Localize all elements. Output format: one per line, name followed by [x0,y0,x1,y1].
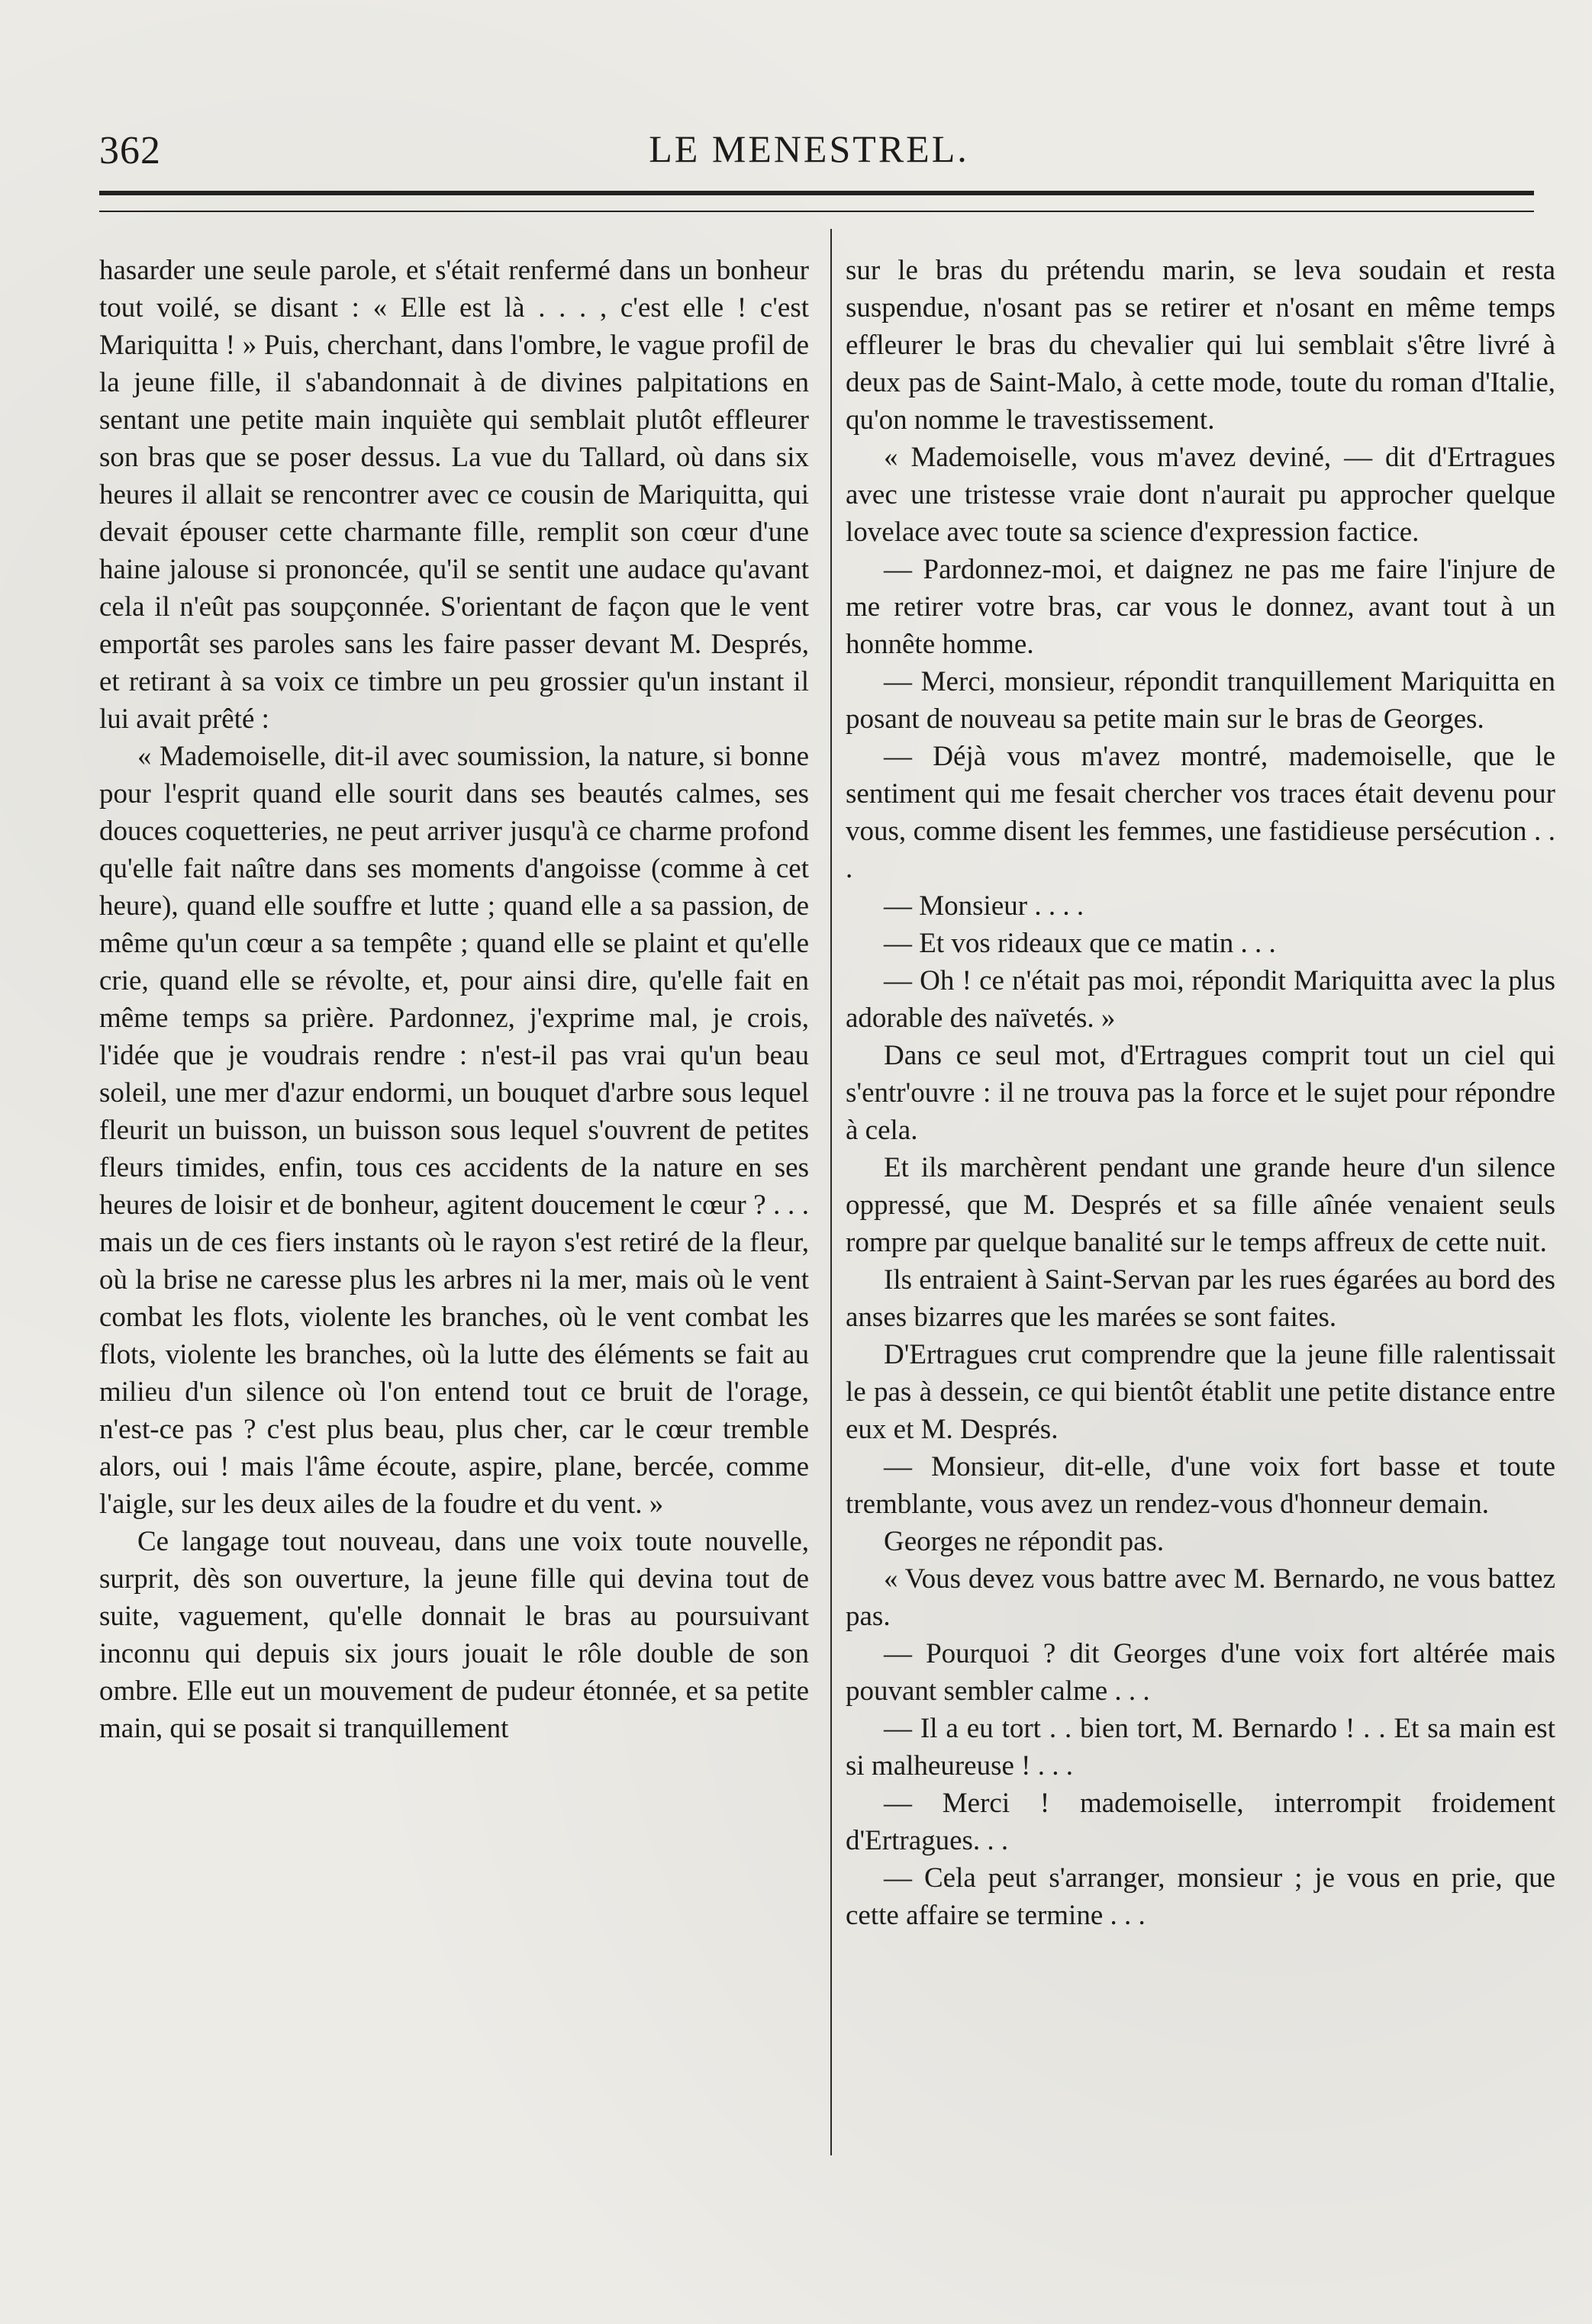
left-column [99,252,809,1747]
paragraph: hasarder une seule parole, et s'était renfermé dans un bonheur tout voilé, se disant : « Elle est là . . . , c'est elle ! c'est Mariquitta ! » Puis, cherchant, dans l'ombre, le vague profil de la jeune fille, il s'abandonnait à de divines palpitations en sentant une petite main inquiète qui semblait plutôt effleurer son bras que se poser dessus. La vue du Tallard, où dans six heures il allait se rencontrer avec ce cousin de Mariquitta, qui devait épouser cette charmante fille, remplit son cœur d'une haine jalouse si prononcée, qu'il se sentit une audace qu'avant cela il n'eût pas soupçonnée. S'orientant de façon que le vent emportât ses paroles sans les faire passer devant M. Després, et retirant à sa voix ce timbre un peu grossier qu'un instant il lui avait prêté : [99,255,809,735]
page-number: 362 [99,129,161,172]
paragraph: D'Ertragues crut comprendre que la jeune fille ralentissait le pas à dessein, ce qui bientôt établit une petite distance entre eux et M. Després. [846,1339,1555,1445]
header-rule-thick [99,191,1534,195]
paragraph: Georges ne répondit pas. [884,1526,1165,1557]
running-title: LE MENESTREL. [649,127,969,170]
paragraph: Ce langage tout nouveau, dans une voix toute nouvelle, surprit, dès son ouverture, la jeune fille qui devina tout de suite, vaguement, qu'elle donnait le bras au poursuivant inconnu qui depuis six jours jouait le rôle double de son ombre. Elle eut un mouvement de pudeur étonnée, et sa petite main, qui se posait si tranquillement [99,1526,809,1744]
paragraph: — Et vos rideaux que ce matin . . . [884,928,1276,959]
header-rule-thin [99,211,1534,212]
paragraph: Et ils marchèrent pendant une grande heure d'un silence oppressé, que M. Després et sa fille aînée venaient seuls rompre par quelque banalité sur le temps affreux de cette nuit. [846,1152,1555,1258]
right-column [846,252,1555,1934]
paragraph: — Merci ! mademoiselle, interrompit froidement d'Ertragues. . . [846,1788,1555,1856]
paragraph: « Vous devez vous battre avec M. Bernardo, ne vous battez pas. [846,1563,1555,1632]
page-header [92,122,1526,183]
paragraph: — Il a eu tort . . bien tort, M. Bernardo ! . . Et sa main est si malheureuse ! . . . [846,1713,1555,1782]
paragraph: Dans ce seul mot, d'Ertragues comprit tout un ciel qui s'entr'ouvre : il ne trouva pas la force et le sujet pour répondre à cela. [846,1040,1555,1146]
paragraph: — Merci, monsieur, répondit tranquillement Mariquitta en posant de nouveau sa petite main sur le bras de Georges. [846,666,1555,735]
paragraph: — Déjà vous m'avez montré, mademoiselle, que le sentiment qui me fesait chercher vos traces était devenu pour vous, comme disent les femmes, une fastidieuse persécution . . . [846,741,1555,884]
paragraph: — Pardonnez-moi, et daignez ne pas me faire l'injure de me retirer votre bras, car vous le donnez, avant tout à un honnête homme. [846,554,1555,660]
paragraph: sur le bras du prétendu marin, se leva soudain et resta suspendue, n'osant pas se retirer et n'osant en même temps effleurer le bras du chevalier qui lui semblait s'être livré à deux pas de Saint-Malo, à cette mode, toute du roman d'Italie, qu'on nomme le travestissement. [846,255,1555,436]
column-divider [830,229,832,2155]
paragraph: — Pourquoi ? dit Georges d'une voix fort altérée mais pouvant sembler calme . . . [846,1638,1555,1707]
paragraph: — Cela peut s'arranger, monsieur ; je vous en prie, que cette affaire se termine . . . [846,1862,1555,1931]
paragraph: — Monsieur . . . . [884,890,1084,922]
paragraph: — Oh ! ce n'était pas moi, répondit Mariquitta avec la plus adorable des naïvetés. » [846,965,1555,1034]
paragraph: « Mademoiselle, dit-il avec soumission, la nature, si bonne pour l'esprit quand elle sourit dans ses beautés calmes, ses douces coquetteries, ne peut arriver jusqu'à ce charme profond qu'elle fait naître dans ses moments d'angoisse (comme à cet heure), quand elle souffre et lutte ; quand elle a sa passion, de même qu'un cœur a sa tempête ; quand elle se plaint et qu'elle crie, quand elle se révolte, et, pour ainsi dire, qu'elle fait en même temps sa prière. Pardonnez, j'exprime mal, je crois, l'idée que je voudrais rendre : n'est-il pas vrai qu'un beau soleil, une mer d'azur endormi, un bouquet d'arbre sous lequel fleurit un buisson, un buisson sous lequel s'ouvrent de petites fleurs timides, enfin, tous ces accidents de la nature en ses heures de loisir et de bonheur, agitent doucement le cœur ? . . . mais un de ces fiers instants où le rayon s'est retiré de la fleur, où la brise ne caresse plus les arbres ni la mer, mais où le vent combat les flots, violente les branches, où le vent combat les flots, violente les branches, où la lutte des éléments se fait au milieu d'un silence où l'on entend tout ce bruit de l'orage, n'est-ce pas ? c'est plus beau, plus cher, car le cœur tremble alors, oui ! mais l'âme écoute, aspire, plane, bercée, comme l'aigle, sur les deux ailes de la foudre et du vent. » [99,741,809,1520]
paragraph: « Mademoiselle, vous m'avez deviné, — dit d'Ertragues avec une tristesse vraie dont n'aurait pu approcher quelque lovelace avec toute sa science d'expression factice. [846,442,1555,548]
paragraph: — Monsieur, dit-elle, d'une voix fort basse et toute tremblante, vous avez un rendez-vous d'honneur demain. [846,1451,1555,1520]
paragraph: Ils entraient à Saint-Servan par les rues égarées au bord des anses bizarres que les marées se sont faites. [846,1264,1555,1333]
